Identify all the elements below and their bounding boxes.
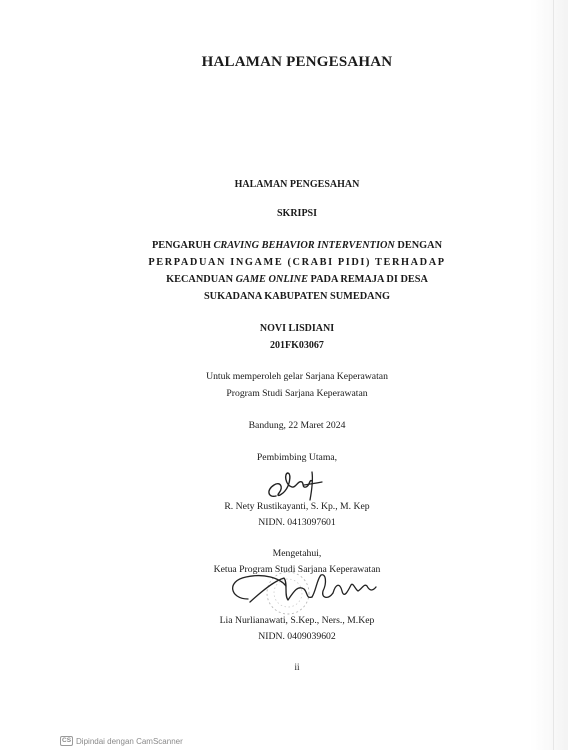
thesis-title-line-4: SUKADANA KABUPATEN SUMEDANG: [203, 291, 391, 302]
camscanner-logo-icon: CS: [62, 737, 72, 744]
thesis-title-line-1-suffix: DENGAN: [394, 240, 443, 251]
supervisor-label: Pembimbing Utama,: [256, 452, 338, 463]
thesis-title-line-3: [0, 271, 568, 288]
purpose-line-2: Program Studi Sarjana Keperawatan: [226, 388, 368, 399]
thesis-title-line-2: PERPADUAN INGAME (CRABI PIDI) TERHADAP: [148, 257, 446, 268]
thesis-title-line-3-prefix: KECANDUAN: [166, 274, 236, 285]
watermark-text: Dipindai dengan CamScanner: [76, 736, 183, 746]
thesis-title-line-1-italic: CRAVING BEHAVIOR INTERVENTION: [213, 240, 395, 251]
scanner-watermark: [60, 736, 183, 746]
author-name: NOVI LISDIANI: [259, 323, 335, 334]
head-nidn: NIDN. 0409039602: [258, 631, 336, 642]
supervisor-nidn: NIDN. 0413097601: [258, 517, 336, 528]
header-title: HALAMAN PENGESAHAN: [201, 54, 393, 70]
document-type: SKRIPSI: [276, 208, 317, 219]
thesis-title-line-1-prefix: PENGARUH: [151, 240, 214, 251]
supervisor-signature-icon: [262, 467, 328, 503]
supervisor-name: R. Nety Rustikayanti, S. Kp., M. Kep: [224, 501, 370, 512]
place-date: Bandung, 22 Maret 2024: [248, 420, 346, 431]
head-role: Ketua Program Studi Sarjana Keperawatan: [213, 564, 381, 575]
thesis-title-line-1: [0, 237, 568, 254]
sheet-title: HALAMAN PENGESAHAN: [234, 179, 360, 190]
acknowledged-label: Mengetahui,: [272, 548, 322, 559]
purpose-line-1: Untuk memperoleh gelar Sarjana Keperawatan: [206, 371, 388, 382]
thesis-title: [0, 237, 568, 305]
thesis-title-line-3-suffix: PADA REMAJA DI DESA: [307, 274, 428, 285]
thesis-title-line-3-italic: GAME ONLINE: [235, 274, 308, 285]
student-id: 201FK03067: [270, 340, 324, 351]
head-signature-icon: [222, 569, 387, 615]
page-number: ii: [294, 662, 300, 672]
head-name: Lia Nurlianawati, S.Kep., Ners., M.Kep: [219, 615, 375, 626]
